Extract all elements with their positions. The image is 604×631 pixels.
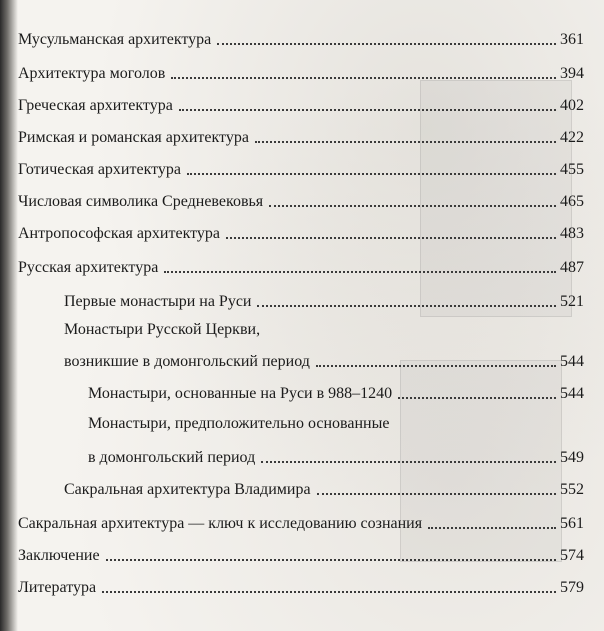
toc-entry-page: 483 xyxy=(560,225,584,242)
toc-subentry[interactable] xyxy=(64,290,584,312)
toc-entry-title: Заключение xyxy=(18,547,100,564)
toc-entry-page: 549 xyxy=(560,449,584,466)
dot-leader xyxy=(316,364,556,367)
toc-entry-page: 394 xyxy=(560,65,584,82)
toc-subsubentry[interactable] xyxy=(88,446,584,468)
toc-entry-title: Числовая символика Средневековья xyxy=(18,193,264,210)
toc-entry-title: Литература xyxy=(18,579,97,596)
toc-entry-title: Монастыри, основанные на Руси в 988–1240 xyxy=(88,385,393,402)
toc-entry[interactable] xyxy=(18,222,584,244)
toc-entry-page: 402 xyxy=(560,97,584,114)
toc-subentry-title-line[interactable]: Монастыри Русской Церкви, xyxy=(64,321,261,338)
dot-leader xyxy=(255,140,556,143)
toc-entry-title: Сакральная архитектура — ключ к исследованию сознания xyxy=(18,515,423,532)
toc-entry-page: 455 xyxy=(560,161,584,178)
toc-entry-page: 361 xyxy=(560,31,584,48)
toc-entry[interactable] xyxy=(18,512,584,534)
dot-leader xyxy=(179,108,556,111)
toc-entry-title: Греческая архитектура xyxy=(18,97,173,114)
dot-leader xyxy=(226,236,556,239)
toc-entry-title: возникшие в домонгольский период xyxy=(64,353,310,370)
toc-entry-page: 579 xyxy=(560,579,584,596)
toc-entry[interactable] xyxy=(18,62,584,84)
dot-leader xyxy=(187,172,556,175)
dot-leader xyxy=(102,590,556,593)
toc-entry-page: 487 xyxy=(560,259,584,276)
dot-leader xyxy=(106,558,556,561)
toc-entry-page: 544 xyxy=(560,385,584,402)
toc-entry-title: в домонгольский период xyxy=(88,449,256,466)
dot-leader xyxy=(171,76,556,79)
toc-entry[interactable] xyxy=(18,256,584,278)
toc-subsubentry[interactable] xyxy=(88,382,584,404)
toc-entry-title: Архитектура моголов xyxy=(18,65,166,82)
toc-entry-title: Сакральная архитектура Владимира xyxy=(64,481,311,498)
toc-subentry[interactable] xyxy=(64,350,584,372)
toc-entry[interactable] xyxy=(18,126,584,148)
toc-entry[interactable] xyxy=(18,190,584,212)
toc-entry-page: 552 xyxy=(560,481,584,498)
toc-entry-title: Антропософская архитектура xyxy=(18,225,221,242)
toc-entry[interactable] xyxy=(18,94,584,116)
toc-entry-page: 422 xyxy=(560,129,584,146)
toc-entry[interactable] xyxy=(18,544,584,566)
toc-entry-title: Римская и романская архитектура xyxy=(18,129,249,146)
dot-leader xyxy=(398,396,556,399)
toc-entry[interactable] xyxy=(18,158,584,180)
toc-entry-page: 465 xyxy=(560,193,584,210)
toc-entry-title: Мусульманская архитектура xyxy=(18,31,212,48)
toc-entry[interactable] xyxy=(18,28,584,50)
toc-entry-page: 521 xyxy=(560,293,584,310)
dot-leader xyxy=(261,460,556,463)
dot-leader xyxy=(317,492,556,495)
toc-entry-title: Готическая архитектура xyxy=(18,161,182,178)
toc-entry-page: 574 xyxy=(560,547,584,564)
dot-leader xyxy=(164,270,556,273)
toc-entry-title: Русская архитектура xyxy=(18,259,159,276)
toc-entry[interactable] xyxy=(18,576,584,598)
toc-subsubentry-title-line[interactable]: Монастыри, предположительно основанные xyxy=(88,415,390,432)
toc-entry-page: 544 xyxy=(560,353,584,370)
dot-leader xyxy=(217,42,556,45)
dot-leader xyxy=(428,526,556,529)
toc-entry-page: 561 xyxy=(560,515,584,532)
toc-subentry[interactable] xyxy=(64,478,584,500)
toc-entry-title: Первые монастыри на Руси xyxy=(64,293,252,310)
dot-leader xyxy=(257,304,556,307)
dot-leader xyxy=(269,204,556,207)
